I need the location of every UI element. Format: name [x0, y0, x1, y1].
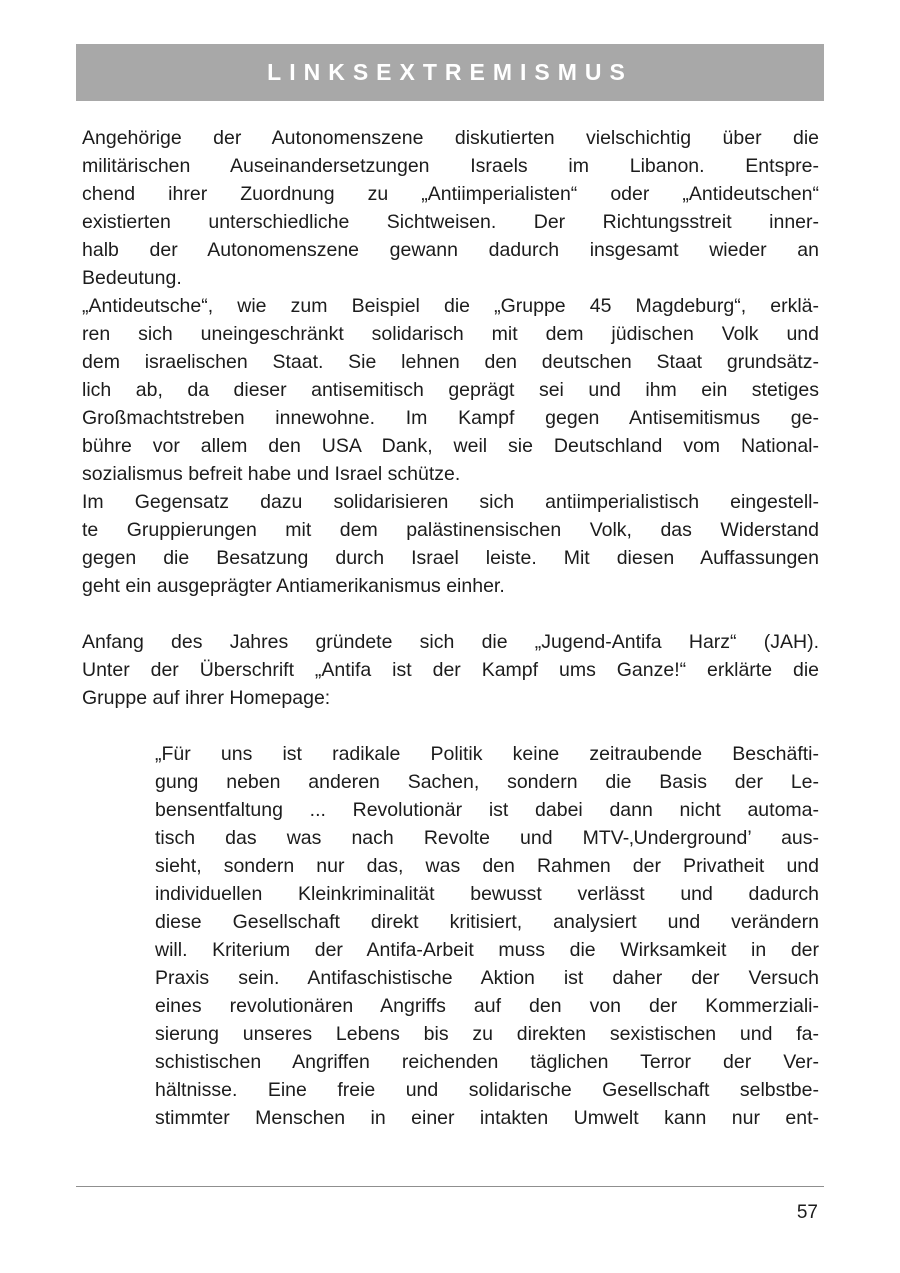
text-line: schistischen Angriffen reichenden täglichen Terror der Ver-: [155, 1051, 819, 1073]
text-line: tisch das was nach Revolte und MTV-‚Underground’ aus-: [155, 827, 819, 849]
text-line: Bedeutung.: [82, 267, 182, 289]
section-title: LINKSEXTREMISMUS: [267, 59, 633, 85]
text-line: existierten unterschiedliche Sichtweisen. Der Richtungsstreit inner-: [82, 211, 819, 233]
page-number: 57: [796, 1202, 818, 1223]
text-line: will. Kriterium der Antifa-Arbeit muss die Wirksamkeit in der: [155, 939, 819, 961]
section-header-bar: [76, 44, 824, 101]
footer-divider: [76, 1186, 824, 1187]
text-line: Im Gegensatz dazu solidarisieren sich antiimperialistisch eingestell-: [82, 491, 819, 513]
text-line: bensentfaltung ... Revolutionär ist dabei dann nicht automa-: [155, 799, 819, 821]
text-line: gung neben anderen Sachen, sondern die Basis der Le-: [155, 771, 819, 793]
text-line: bühre vor allem den USA Dank, weil sie Deutschland vom National-: [82, 435, 819, 457]
text-line: gegen die Besatzung durch Israel leiste. Mit diesen Auffassungen: [82, 547, 819, 569]
text-line: diese Gesellschaft direkt kritisiert, analysiert und verändern: [155, 911, 819, 933]
paragraph: [82, 488, 819, 600]
text-line: „Für uns ist radikale Politik keine zeitraubende Beschäfti-: [155, 743, 819, 765]
text-line: stimmter Menschen in einer intakten Umwelt kann nur ent-: [155, 1107, 819, 1129]
text-line: lich ab, da dieser antisemitisch geprägt sei und ihm ein stetiges: [82, 379, 819, 401]
text-line: eines revolutionären Angriffs auf den von der Kommerziali-: [155, 995, 819, 1017]
text-line: militärischen Auseinandersetzungen Israels im Libanon. Entspre-: [82, 155, 819, 177]
text-line: Angehörige der Autonomenszene diskutierten vielschichtig über die: [82, 127, 819, 149]
text-line: Praxis sein. Antifaschistische Aktion ist daher der Versuch: [155, 967, 819, 989]
text-line: Anfang des Jahres gründete sich die „Jugend-Antifa Harz“ (JAH).: [82, 631, 819, 653]
text-line: Großmachtstreben innewohne. Im Kampf gegen Antisemitismus ge-: [82, 407, 819, 429]
text-line: geht ein ausgeprägter Antiamerikanismus einher.: [82, 575, 505, 597]
text-line: halb der Autonomenszene gewann dadurch insgesamt wieder an: [82, 239, 819, 261]
text-line: sierung unseres Lebens bis zu direkten sexistischen und fa-: [155, 1023, 819, 1045]
text-line: individuellen Kleinkriminalität bewusst verlässt und dadurch: [155, 883, 819, 905]
paragraph: [82, 292, 819, 488]
text-line: „Antideutsche“, wie zum Beispiel die „Gruppe 45 Magdeburg“, erklä-: [82, 295, 819, 317]
text-line: chend ihrer Zuordnung zu „Antiimperialisten“ oder „Antideutschen“: [82, 183, 819, 205]
quote-paragraph: [82, 740, 819, 1132]
text-line: hältnisse. Eine freie und solidarische Gesellschaft selbstbe-: [155, 1079, 819, 1101]
text-line: sieht, sondern nur das, was den Rahmen der Privatheit und: [155, 855, 819, 877]
text-line: ren sich uneingeschränkt solidarisch mit dem jüdischen Volk und: [82, 323, 819, 345]
paragraph: [82, 628, 819, 712]
text-line: sozialismus befreit habe und Israel schütze.: [82, 463, 461, 485]
paragraph: [82, 124, 819, 292]
text-line: Gruppe auf ihrer Homepage:: [82, 687, 331, 709]
text-line: dem israelischen Staat. Sie lehnen den deutschen Staat grundsätz-: [82, 351, 819, 373]
page-body: [82, 124, 819, 1132]
text-line: te Gruppierungen mit dem palästinensischen Volk, das Widerstand: [82, 519, 819, 541]
text-line: Unter der Überschrift „Antifa ist der Kampf ums Ganze!“ erklärte die: [82, 659, 819, 681]
